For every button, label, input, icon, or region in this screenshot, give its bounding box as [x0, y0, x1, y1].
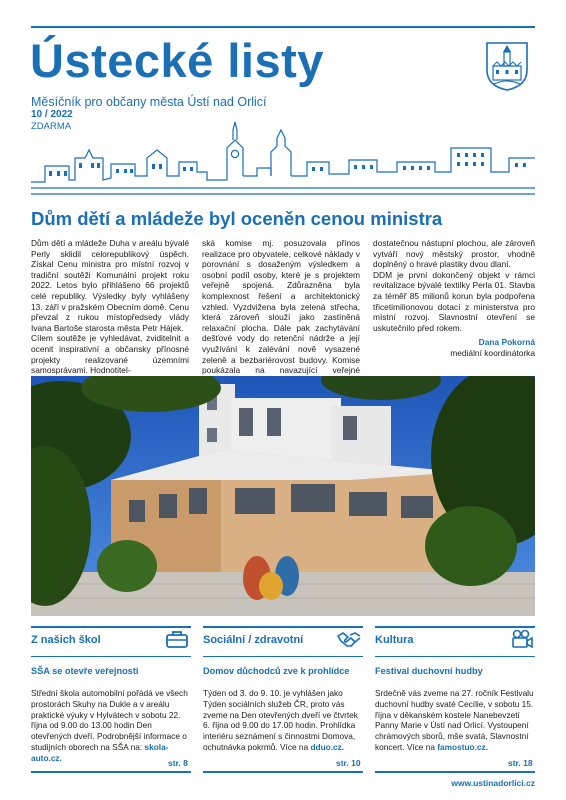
box-sub-rule [375, 656, 535, 657]
page-reference: str. 10 [336, 758, 361, 768]
author-role: mediální koordinátorka [450, 347, 535, 358]
box-text [375, 688, 535, 753]
box-link[interactable]: dduo.cz. [310, 741, 345, 752]
box-sub-rule [31, 656, 191, 657]
article-paragraph: dostatečnou nástupní plochou, ale zároveň vytváří nový městský prostor, vhodně doplněný o hravé plastiky dvou dlaní. [373, 238, 535, 270]
price-label: ZDARMA [31, 121, 72, 132]
box-bottom-rule [203, 771, 363, 773]
town-skyline-illustration [31, 118, 535, 202]
article-paragraph: ská komise mj. posuzovala přínos realizace pro obyvatele, celkové náklady v porovnání s dosaženým výsledkem a osobní podíl osoby, které je s projektem veřejně spojená. Zdůrazněna byla komplexnost řešení a architektonický vzhled. Vyzdvižena byla zelená střecha, která zároveň slouží jako zastíněná relaxační plocha. Dále pak zachytávání dešťové vody do retenční nádrže a její využívání k zalévání nově vysazené zeleně a bezbariérovost budovy. Komise poukázala na navazující veřejné [202, 238, 360, 376]
article-paragraph: Dům dětí a mládeže Duha v areálu bývalé Perly sklidil celorepublikový úspěch. Získal Cenu ministra pro místní rozvoj v tradiční soutěži Komunální projekt roku 2022. Letos bylo přihlášeno 66 projektů celé republiky. Výsledky byly vyhlášeny 13. září v pražském Obecním domě. Cenu převzal z rukou místopředsedy vlády Ivana Bartoše starosta města Petr Hájek. [31, 238, 189, 333]
box-link[interactable]: skola-auto.cz. [31, 741, 169, 763]
box-heading-social: Sociální / zdravotní [203, 634, 304, 646]
author-name: Dana Pokorná [478, 337, 535, 348]
box-bottom-rule [375, 771, 535, 773]
box-sub-rule [203, 656, 363, 657]
handshake-icon [337, 628, 361, 650]
camera-icon [510, 628, 534, 650]
town-crest-icon [484, 40, 530, 92]
box-body: Srdečně vás zveme na 27. ročník Festivalu duchovní hudby svaté Cecílie, v sobotu 15. října v děkanském kostele Nanebevzetí Panny Marie v Ústí nad Orlicí. Vystoupení chrámových sborů, mše svatá, Slavnostní koncert. Více na [375, 688, 534, 752]
page-reference: str. 8 [168, 758, 188, 768]
box-subtitle: SŠA se otevře veřejnosti [31, 666, 139, 676]
masthead-title: Ústecké listy [30, 34, 324, 87]
box-subtitle: Domov důchodců zve k prohlídce [203, 666, 350, 676]
article-column-1 [31, 238, 189, 376]
box-subtitle: Festival duchovní hudby [375, 666, 483, 676]
box-heading-culture: Kultura [375, 634, 414, 646]
article-paragraph: Cílem soutěže je vyhledávat, zviditelnit a ocenit inspirativní a občansky přínosné projekty realizované územními samosprávami. Hodnotitel- [31, 333, 189, 376]
building-photo [31, 376, 535, 616]
box-text [203, 688, 363, 753]
article-column-3 [373, 238, 535, 359]
box-link[interactable]: famostuo.cz. [437, 741, 488, 752]
issue-number: 10 / 2022 [31, 109, 73, 120]
box-heading-schools: Z našich škol [31, 634, 101, 646]
article-headline: Dům dětí a mládeže byl oceněn cenou ministra [31, 208, 443, 229]
article-paragraph: DDM je první dokončený objekt v rámci revitalizace bývalé textilky Perla 01. Stavba za téměř 85 milionů korun byla podpořena třicetimilionovou dotací z ministerstva pro místní rozvoj. Slavnostní otevření se uskutečnilo před rokem. [373, 269, 535, 333]
box-bottom-rule [31, 771, 191, 773]
page-reference: str. 18 [508, 758, 533, 768]
box-body: Střední škola automobilní pořádá ve všech prostorách Skuhy na Dukle a v areálu praktické výuky v Hylvátech v sobotu 22. října od 9.00 do 13.00 hodin Den otevřených dveří. Podrobnější informace o studijních oborech na SŠA na: [31, 688, 188, 752]
box-text [31, 688, 191, 764]
article-column-2 [202, 238, 360, 386]
masthead-subtitle: Měsíčník pro občany města Ústí nad Orlicí [31, 95, 267, 109]
website-link[interactable]: www.ustinadorlici.cz [451, 778, 535, 788]
briefcase-icon [165, 628, 189, 650]
top-rule [31, 26, 535, 28]
box-body: Týden od 3. do 9. 10. je vyhlášen jako Týden sociálních služeb ČR, proto vás zveme na Den otevřených dveří ve čtvrtek 6. října od 9.00 do 17.00 hodin. Prohlídka interiéru seznámení s činnostmi Domova, ochutnávka pokrmů. Více na [203, 688, 358, 752]
